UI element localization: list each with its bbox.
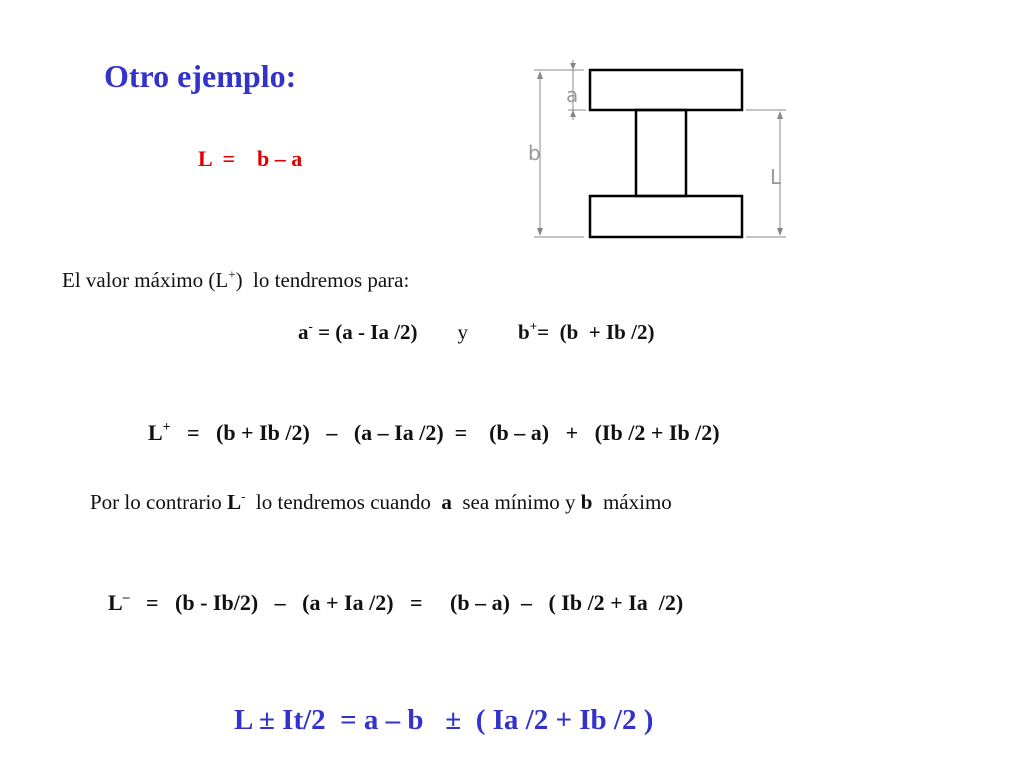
final-equation: L ± It/2 = a – b ± ( Ia /2 + Ib /2 ): [234, 704, 654, 736]
i-beam-diagram: [520, 60, 800, 250]
dimension-b-label: b: [528, 141, 541, 165]
substitution-equation: a- = (a - Ia /2) y b+= (b + Ib /2): [298, 318, 655, 344]
intro-text: El valor máximo (L+) lo tendremos para:: [62, 266, 410, 292]
slide-title: Otro ejemplo:: [104, 58, 297, 94]
l-plus-equation: L+ = (b + Ib /2) – (a – Ia /2) = (b – a) + (Ib /2 + Ib /2): [148, 419, 720, 445]
contrary-text: Por lo contrario L- lo tendremos cuando a sea mínimo y b máximo: [90, 488, 672, 514]
web: [636, 110, 686, 196]
top-flange: [590, 70, 742, 110]
definition-equation: L = b – a: [198, 146, 303, 171]
l-minus-equation: L– = (b - Ib/2) – (a + Ia /2) = (b – a) – ( Ib /2 + Ia /2): [108, 589, 684, 615]
dimension-a-label: a: [566, 83, 579, 107]
dimension-L-label: L: [770, 165, 782, 189]
bottom-flange: [590, 196, 742, 237]
